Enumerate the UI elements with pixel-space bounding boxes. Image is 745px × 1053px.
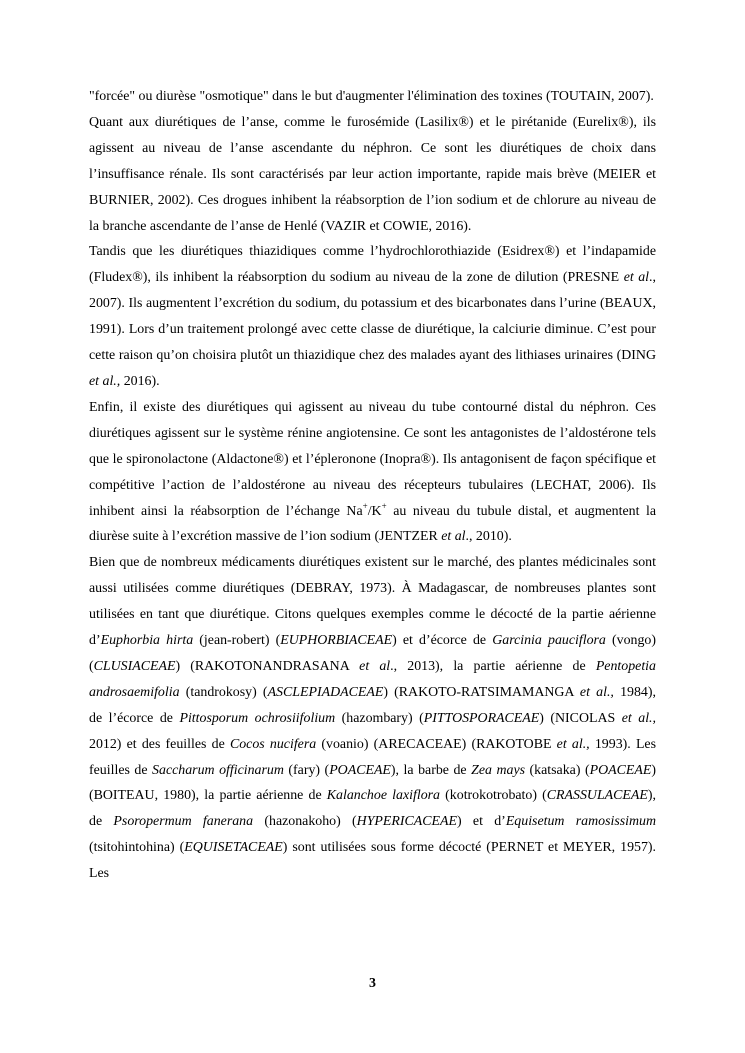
- italic-text: Saccharum officinarum: [152, 762, 284, 778]
- text-run: ), de: [89, 788, 656, 830]
- text-run: 1993). Les feuilles de: [89, 736, 656, 778]
- italic-text: POACEAE: [589, 762, 652, 778]
- text-run: ., 2007). Ils augmentent l’excrétion du sodium, du potassium et des bicarbonates dans l’urine (BEAUX, 1991). Lors d’un traitement prolongé avec cette classe de diurétique, la calciurie diminue. C’est pour cette raison qu’on choisira plutôt un thiazidique chez des malades ayant des lithiases urinaires (DING: [89, 270, 656, 364]
- text-run: (tsitohintohina) (: [89, 840, 185, 856]
- italic-text: et al: [359, 658, 391, 674]
- text-run: au niveau du tubule distal, et augmentent la diurèse suite à l’excrétion massive de l’ion sodium (JENTZER: [89, 503, 656, 545]
- italic-text: Psoropermum fanerana: [113, 814, 254, 830]
- body-text: [89, 84, 656, 887]
- italic-text: et al.,: [556, 736, 590, 752]
- italic-text: EUPHORBIACEAE: [280, 633, 393, 649]
- text-run: (fary) (: [283, 762, 330, 778]
- text-run: (katsaka) (: [525, 762, 590, 778]
- text-run: (jean-robert) (: [193, 633, 281, 649]
- superscript: +: [362, 500, 368, 511]
- text-run: Enfin, il existe des diurétiques qui agissent au niveau du tube contourné distal du néphron. Ces diurétiques agissent sur le système rénine angiotensine. Ce sont les antagonistes de l’aldostérone tels que le spironolactone (Aldactone®) et l’épleronone (Inopra®). Ils antagonisent de façon spécifique et compétitive l’action de l’aldostérone au niveau des récepteurs tubulaires (LECHAT, 2006). Ils inhibent ainsi la réabsorption de l’échange Na: [89, 399, 656, 519]
- text-run: Tandis que les diurétiques thiazidiques comme l’hydrochlorothiazide (Esidrex®) et l’indapamide (Fludex®), ils inhibent la réabsorption du sodium au niveau de la zone de dilution (PRESNE: [89, 244, 656, 286]
- italic-text: HYPERICACEAE: [356, 814, 457, 830]
- italic-text: POACEAE: [329, 762, 391, 778]
- italic-text: Garcinia pauciflora: [492, 633, 606, 649]
- text-run: (kotrokotrobato) (: [440, 788, 547, 804]
- text-run: (hazombary) (: [335, 710, 424, 726]
- italic-text: ASCLEPIADACEAE: [267, 684, 384, 700]
- italic-text: Pittosporum ochrosiifolium: [179, 710, 336, 726]
- text-run: ) (RAKOTONANDRASANA: [175, 658, 360, 674]
- italic-text: Cocos nucifera: [229, 736, 317, 752]
- italic-text: et al: [441, 529, 466, 545]
- text-run: ), la barbe de: [390, 762, 472, 778]
- text-run: ., 2013), la partie aérienne de: [390, 658, 596, 674]
- italic-text: Pentopetia androsaemifolia: [89, 658, 656, 700]
- text-run: 2016).: [120, 373, 160, 389]
- paragraph: [89, 550, 656, 887]
- italic-text: CRASSULACEAE: [546, 788, 648, 804]
- italic-text: et al.,: [89, 373, 121, 389]
- text-run: Bien que de nombreux médicaments diurétiques existent sur le marché, des plantes médicinales sont aussi utilisées comme diurétiques (DEBRAY, 1973). À Madagascar, de nombreuses plantes sont utilisées en tant que diurétique. Citons quelques exemples comme le décocté de la partie aérienne d’: [89, 555, 656, 649]
- text-run: ) (BOITEAU, 1980), la partie aérienne de: [89, 762, 656, 804]
- italic-text: CLUSIACEAE: [93, 658, 176, 674]
- text-run: (hazonakoho) (: [253, 814, 357, 830]
- italic-text: Kalanchoe laxiflora: [326, 788, 440, 804]
- text-run: ) (RAKOTO-RATSIMAMANGA: [383, 684, 580, 700]
- text-run: Quant aux diurétiques de l’anse, comme le furosémide (Lasilix®) et le pirétanide (Eurelix®), ils agissent au niveau de l’anse ascendante du néphron. Ce sont les diurétiques de choix dans l’insuffisance rénale. Ils sont caractérisés par leur action importante, rapide mais brève (MEIER et BURNIER, 2002). Ces drogues inhibent la réabsorption de l’ion sodium et de chlorure au niveau de la branche ascendante de l’anse de Henlé (VAZIR et COWIE, 2016).: [89, 114, 656, 234]
- text-run: "forcée" ou diurèse "osmotique" dans le but d'augmenter l'élimination des toxines (TOUTAIN, 2007).: [89, 89, 654, 104]
- text-run: ) sont utilisées sous forme décocté (PERNET et MEYER, 1957). Les: [89, 840, 657, 882]
- text-run: ) et d’: [456, 814, 506, 830]
- paragraph: [89, 110, 656, 240]
- text-run: 2012) et des feuilles de: [89, 736, 230, 752]
- text-run: ) et d’écorce de: [392, 633, 493, 649]
- italic-text: EQUISETACEAE: [184, 840, 283, 856]
- italic-text: PITTOSPORACEAE: [423, 710, 540, 726]
- italic-text: Zea mays: [471, 762, 526, 778]
- text-run: ., 2010).: [465, 529, 512, 545]
- text-run: ) (NICOLAS: [539, 710, 622, 726]
- page-number: 3: [369, 976, 376, 991]
- text-run: 1984), de l’écorce de: [89, 684, 656, 726]
- italic-text: et al: [623, 270, 650, 286]
- italic-text: Equisetum ramosissimum: [505, 814, 657, 830]
- text-run: /K: [367, 503, 382, 519]
- italic-text: et al.,: [579, 684, 614, 700]
- italic-text: Euphorbia hirta: [100, 633, 194, 649]
- paragraph: [89, 84, 656, 110]
- text-run: (tandrokosy) (: [179, 684, 268, 700]
- italic-text: et al.,: [621, 710, 656, 726]
- paragraph: [89, 395, 656, 550]
- text-run: (vongo) (: [89, 633, 656, 674]
- superscript: +: [381, 500, 387, 511]
- text-run: (voanio) (ARECACEAE) (RAKOTOBE: [316, 736, 557, 752]
- paragraph: [89, 239, 656, 394]
